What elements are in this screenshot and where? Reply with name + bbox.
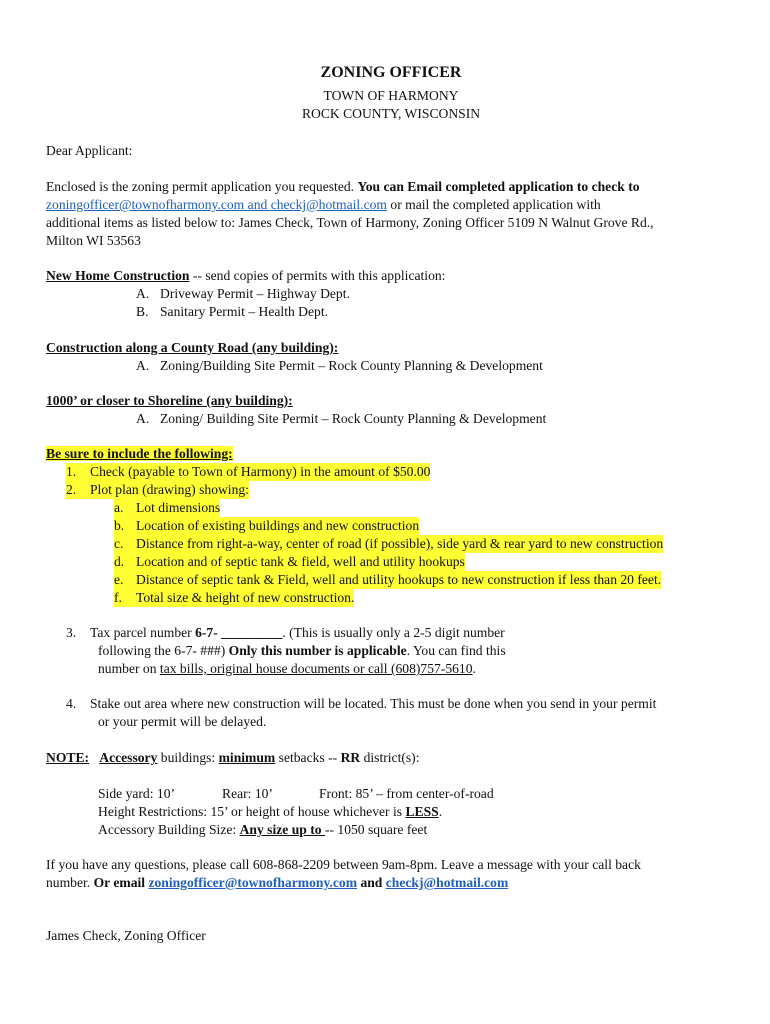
list-item: c. Distance from right-a-way, center of road (if possible), side yard & rear yard to new construction — [114, 536, 664, 551]
and-text: and — [247, 197, 271, 212]
signature: James Check, Zoning Officer — [46, 928, 206, 943]
intro-text-2: or mail the completed application with — [387, 197, 601, 212]
include-section — [46, 445, 736, 607]
new-home-rest: -- send copies of permits with this application: — [189, 268, 446, 283]
shoreline-heading: 1000’ or closer to Shoreline (any building): — [46, 393, 293, 408]
email-link-zoningofficer-2[interactable]: zoningofficer@townofharmony.com — [148, 875, 358, 890]
intro-line-3: additional items as listed below to: James Check, Town of Harmony, Zoning Officer 5109 N Walnut Grove Rd., — [46, 215, 654, 230]
note-label: NOTE: — [46, 750, 90, 765]
new-home-section — [46, 267, 736, 321]
note-section: NOTE: Accessory buildings: minimum setbacks -- RR district(s): — [46, 750, 420, 765]
document-title: ZONING OFFICER — [320, 64, 462, 81]
intro-bold: You can Email completed application to check to — [357, 179, 640, 194]
county-road-heading: Construction along a County Road (any building): — [46, 340, 339, 355]
list-item: a. Lot dimensions — [114, 500, 221, 515]
new-home-heading: New Home Construction — [46, 268, 190, 283]
intro-paragraph — [46, 178, 736, 250]
list-item: d. Location and of septic tank & field, well and utility hookups — [114, 554, 465, 569]
list-item: 1. Check (payable to Town of Harmony) in the amount of $50.00 — [66, 464, 431, 479]
list-item: f. Total size & height of new construction. — [114, 590, 355, 605]
setbacks: Side yard: 10’ Rear: 10’ Front: 85’ – from center-of-road Height Restrictions: 15’ or height of house whichever is LESS. Accessory Building Size: Any size up to -- 1050 square feet — [98, 786, 494, 837]
include-heading: Be sure to include the following: — [46, 446, 233, 461]
town-name: TOWN OF HARMONY — [323, 88, 459, 103]
list-item: 2. Plot plan (drawing) showing: — [66, 482, 249, 497]
email-link-zoningofficer[interactable]: zoningofficer@townofharmony.com — [46, 197, 248, 212]
salutation: Dear Applicant: — [46, 143, 133, 158]
county-road-section — [46, 339, 736, 375]
list-item: A. Zoning/Building Site Permit – Rock County Planning & Development — [136, 358, 543, 373]
list-item: b. Location of existing buildings and new construction — [114, 518, 420, 533]
intro-line-4: Milton WI 53563 — [46, 233, 141, 248]
tax-parcel-item: 3. Tax parcel number 6-7- _________. (This is usually only a 2-5 digit number following the 6-7- ###) Only this number is applicable. You can find this number on tax bills, original house documents or call (608)757-5610. — [66, 625, 506, 676]
parcel-number-blank: 6-7- _________ — [195, 625, 283, 640]
email-link-checkj-2[interactable]: checkj@hotmail.com — [385, 875, 509, 890]
shoreline-section — [46, 392, 736, 428]
list-item: A. Driveway Permit – Highway Dept. — [136, 286, 350, 301]
email-link-checkj[interactable]: checkj@hotmail.com — [270, 197, 388, 212]
questions-paragraph: If you have any questions, please call 608-868-2209 between 9am-8pm. Leave a message with your call back number. Or email zoningofficer@townofharmony.com and checkj@hotmail.com — [46, 857, 641, 890]
list-item: e. Distance of septic tank & Field, well and utility hookups to new construction if less than 20 feet. — [114, 572, 662, 587]
list-item: A. Zoning/ Building Site Permit – Rock County Planning & Development — [136, 411, 547, 426]
intro-text: Enclosed is the zoning permit application you requested. — [46, 179, 358, 194]
list-item: B. Sanitary Permit – Health Dept. — [136, 304, 328, 319]
stake-out-item: 4. Stake out area where new construction will be located. This must be done when you send in your permit or your permit will be delayed. — [66, 696, 657, 729]
county-name: ROCK COUNTY, WISCONSIN — [301, 106, 481, 121]
